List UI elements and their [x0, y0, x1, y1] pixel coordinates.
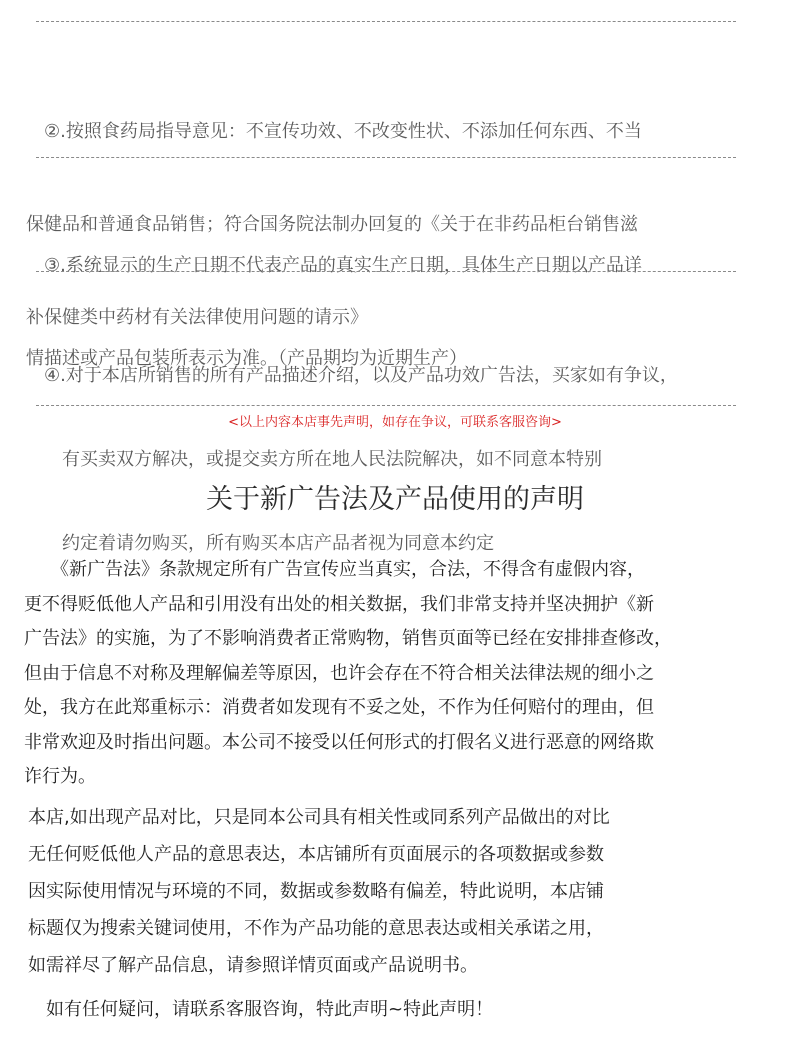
clause-2-line: 补保健类中药材有关法律使用问题的请示》 — [26, 307, 368, 328]
statement-line: 诈行为。 — [24, 766, 96, 787]
clause-3-line: ③.系统显示的生产日期不代表产品的真实生产日期，具体生产日期以产品详 — [26, 255, 642, 276]
statement-line: 更不得贬低他人产品和引用没有出处的相关数据，我们非常支持并坚决拥护《新 — [24, 593, 654, 615]
divider-3 — [36, 271, 736, 272]
page-title: 关于新广告法及产品使用的声明 — [206, 484, 584, 515]
clause-4-line: 约定着请勿购买，所有购买本店产品者视为同意本约定 — [26, 533, 494, 554]
comparison-line: 标题仅为搜索关键词使用，不作为产品功能的意思表达或相关承诺之用， — [28, 918, 604, 939]
clause-2-line: ②.按照食药局指导意见：不宣传功效、不改变性状、不添加任何东西、不当 — [26, 121, 642, 142]
statement-line: 非常欢迎及时指出问题。本公司不接受以任何形式的打假名义进行恶意的网络欺 — [24, 731, 654, 753]
divider-4 — [36, 405, 736, 406]
statement-line: 《新广告法》条款规定所有广告宣传应当真实，合法，不得含有虚假内容， — [24, 559, 645, 580]
notice-text: <以上内容本店事先声明，如存在争议，可联系客服咨询> — [228, 415, 562, 430]
clause-3-line: 情描述或产品包装所表示为准。（产品期均为近期生产） — [26, 348, 467, 369]
comparison-line: 如有任何疑问，请联系客服咨询，特此声明~特此声明！ — [28, 999, 494, 1020]
clause-4-line: 有买卖双方解决，或提交卖方所在地人民法院解决，如不同意本特别 — [26, 449, 602, 470]
divider-2 — [36, 157, 736, 158]
statement-line: 广告法》的实施，为了不影响消费者正常购物，销售页面等已经在安排排查修改， — [24, 628, 672, 649]
clause-4-line: ④.对于本店所销售的所有产品描述介绍，以及产品功效广告法，买家如有争议， — [26, 365, 678, 386]
comparison-line: 无任何贬低他人产品的意思表达，本店铺所有页面展示的各项数据或参数 — [28, 844, 604, 865]
comparison-line: 因实际使用情况与环境的不同，数据或参数略有偏差，特此说明，本店铺 — [28, 881, 604, 902]
comparison-line: 本店,如出现产品对比，只是同本公司具有相关性或同系列产品做出的对比 — [28, 807, 610, 828]
clause-2-line: 保健品和普通食品销售；符合国务院法制办回复的《关于在非药品柜台销售滋 — [26, 214, 638, 235]
statement-line: 处，我方在此郑重标示：消费者如发现有不妥之处，不作为任何赔付的理由，但 — [24, 697, 654, 718]
statement-body — [24, 553, 769, 795]
comparison-body — [28, 806, 768, 1028]
clause-4 — [26, 306, 766, 586]
statement-line: 但由于信息不对称及理解偏差等原因，也许会存在不符合相关法律法规的细小之 — [24, 662, 654, 684]
divider-1 — [36, 21, 736, 22]
comparison-line: 如需祥尽了解产品信息，请参照详情页面或产品说明书。 — [28, 955, 478, 976]
